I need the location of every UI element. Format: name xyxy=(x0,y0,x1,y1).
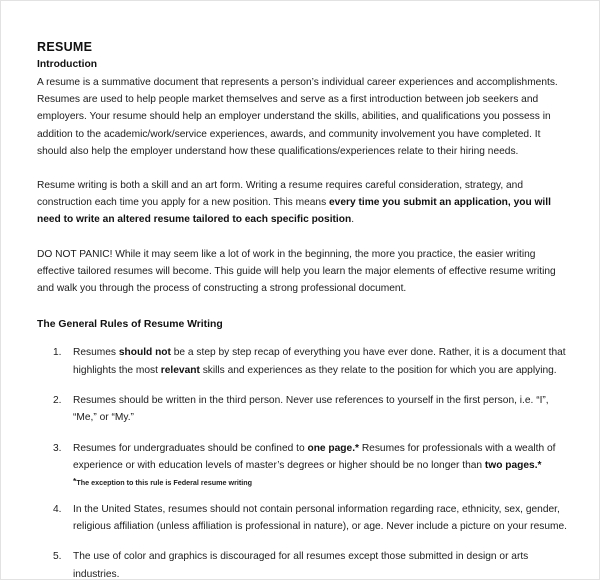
list-item-text-a: Resumes should be written in the third person. Never use references to yourself in the first person, i.e. “I”, “Me,” or “My.” xyxy=(73,395,549,424)
list-item-text-a: The use of color and graphics is discouraged for all resumes except those submitted in design or arts industries. xyxy=(73,551,529,580)
paragraph-spacer xyxy=(37,229,573,246)
list-item-text-a: Resumes xyxy=(73,347,119,359)
list-item-number: 5. xyxy=(53,551,62,563)
list-item-text-a: Resumes for undergraduates should be confined to xyxy=(73,442,308,454)
list-item-number: 4. xyxy=(53,503,62,515)
list-item-number: 1. xyxy=(53,347,62,359)
list-item-text-b: be a step by step recap of everything you have ever done. Rather, it is a document that highlights the most xyxy=(73,347,566,376)
intro-paragraph-1: A resume is a summative document that represents a person’s individual career experiences and accomplishments. Resumes are used to help people market themselves and serve as a first introduction between job seekers and employers. Your resume should help an employer understand the skills, abilities, and qualifications you possess in addition to the academic/work/service experiences, awards, and community involvement you have completed. It should also help the employer understand how these qualifications/experiences relate to their hiring needs. xyxy=(37,77,558,157)
rules-list xyxy=(37,344,573,580)
list-item-number: 3. xyxy=(53,442,62,454)
list-item xyxy=(37,392,573,427)
section-heading-introduction: Introduction xyxy=(37,59,98,70)
page-title: RESUME xyxy=(37,40,93,54)
intro-paragraph-3: DO NOT PANIC! While it may seem like a lot of work in the beginning, the more you practice, the easier writing effective tailored resumes will become. This guide will help you learn the major elements of effective resume writing and walk you through the process of constructing a strong professional document. xyxy=(37,248,556,295)
list-item xyxy=(37,501,573,536)
footnote-asterisk: * xyxy=(73,475,77,486)
list-item-emphasis-2: two pages.* xyxy=(484,460,542,472)
paragraph-spacer xyxy=(37,160,573,177)
intro-paragraph-2 xyxy=(37,177,573,229)
section-heading-general-rules: The General Rules of Resume Writing xyxy=(37,319,223,331)
paragraph-2-emphasis: every time you submit an application, you will need to write an altered resume tailored to each specific position xyxy=(37,197,551,226)
list-item-emphasis-1: should not xyxy=(118,347,171,359)
paragraph-2-text-tail: . xyxy=(351,214,355,226)
footnote-text: The exception to this rule is Federal resume writing xyxy=(76,477,253,487)
document-body xyxy=(37,39,573,580)
list-item xyxy=(37,548,573,580)
list-item-text-a: In the United States, resumes should not contain personal information regarding race, ethnicity, sex, gender, religious affiliation (unless affiliation is professional in nature), or age. Never include a picture on your resume. xyxy=(73,503,567,533)
list-item xyxy=(37,440,573,488)
footnote-federal-resume xyxy=(73,476,573,488)
list-item-text-b: Resumes for professionals with a wealth of experience or with education levels of master’s degrees or higher should be no longer than xyxy=(73,442,556,472)
list-item-emphasis-2: relevant xyxy=(160,364,200,376)
list-item xyxy=(37,344,573,379)
list-item-number: 2. xyxy=(53,395,62,407)
list-item-text-c: skills and experiences as they relate to the position for which you are applying. xyxy=(199,364,557,376)
paragraph-2-text-lead: Resume writing is both a skill and an art form. Writing a resume requires careful consideration, strategy, and construction each time you apply for a new position. This means xyxy=(37,180,524,209)
list-item-emphasis-1: one page.* xyxy=(307,442,359,454)
